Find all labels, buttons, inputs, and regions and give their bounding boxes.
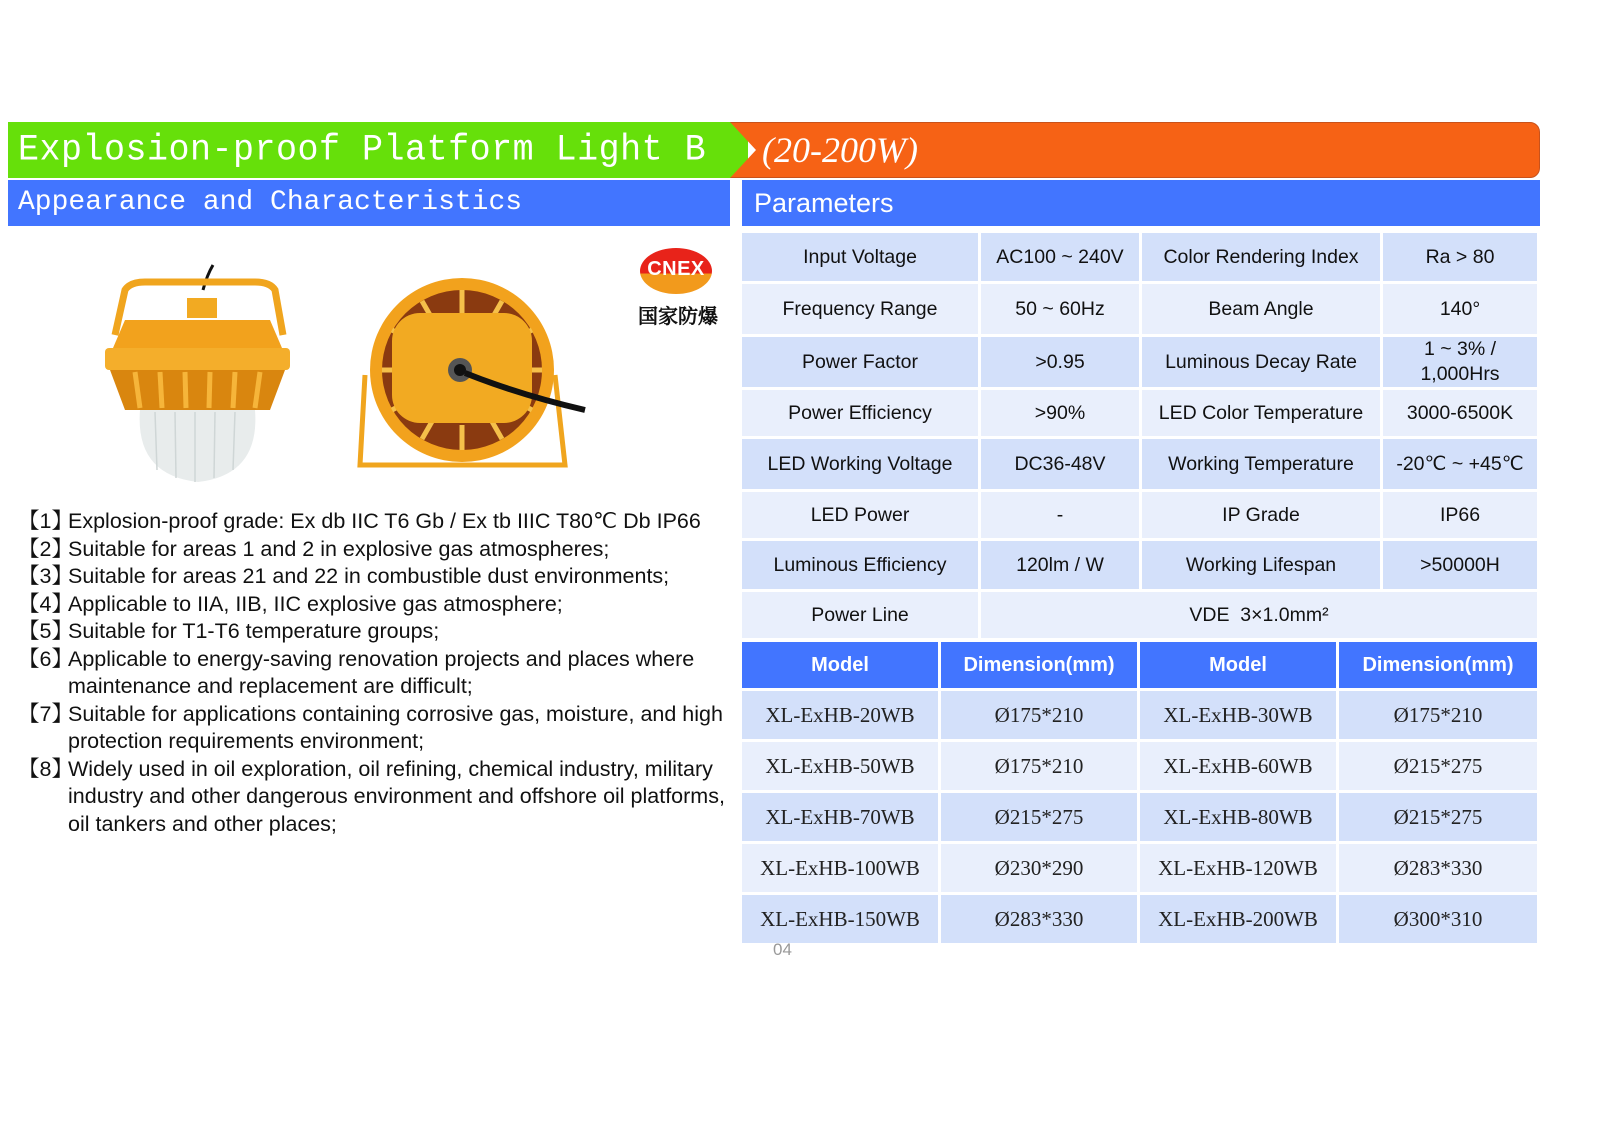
column-header-model: Model	[1140, 642, 1336, 688]
product-title: Explosion-proof Platform Light B	[18, 129, 707, 171]
model-row	[742, 742, 1537, 790]
parameter-value: DC36-48V	[981, 439, 1139, 489]
model-name: XL-ExHB-30WB	[1140, 691, 1336, 739]
feature-number: 【6】	[18, 646, 73, 671]
model-dimension: Ø215*275	[1339, 793, 1537, 841]
model-name: XL-ExHB-120WB	[1140, 844, 1336, 892]
parameter-row	[742, 337, 1537, 387]
feature-item	[18, 563, 728, 591]
parameter-row	[742, 233, 1537, 281]
model-dimension: Ø300*310	[1339, 895, 1537, 943]
model-name: XL-ExHB-80WB	[1140, 793, 1336, 841]
model-name: XL-ExHB-200WB	[1140, 895, 1336, 943]
parameters-heading: Parameters	[754, 188, 894, 218]
parameter-label: Input Voltage	[742, 233, 978, 281]
parameter-value: 140°	[1383, 284, 1537, 334]
parameter-row	[742, 390, 1537, 436]
cnex-logo-text: CNEX	[647, 258, 705, 280]
model-row	[742, 844, 1537, 892]
parameter-value: Ra > 80	[1383, 233, 1537, 281]
parameter-value: 120lm / W	[981, 541, 1139, 589]
model-name: XL-ExHB-150WB	[742, 895, 938, 943]
parameter-row	[742, 284, 1537, 334]
parameter-value: AC100 ~ 240V	[981, 233, 1139, 281]
parameter-label: LED Color Temperature	[1142, 390, 1380, 436]
feature-text: Suitable for areas 21 and 22 in combustible dust environments;	[68, 564, 670, 588]
model-name: XL-ExHB-100WB	[742, 844, 938, 892]
feature-item	[18, 701, 728, 756]
parameter-label: Power Factor	[742, 337, 978, 387]
feature-item	[18, 756, 728, 839]
parameter-label: Luminous Decay Rate	[1142, 337, 1380, 387]
column-header-dimension: Dimension(mm)	[1339, 642, 1537, 688]
features-list	[18, 508, 728, 838]
feature-item	[18, 618, 728, 646]
parameter-label: IP Grade	[1142, 492, 1380, 538]
feature-number: 【3】	[18, 564, 73, 588]
parameter-label: Beam Angle	[1142, 284, 1380, 334]
model-dimension: Ø283*330	[941, 895, 1137, 943]
feature-item	[18, 646, 728, 701]
model-dimension: Ø175*210	[941, 691, 1137, 739]
parameter-row	[742, 492, 1537, 538]
feature-item	[18, 591, 728, 619]
column-header-model: Model	[742, 642, 938, 688]
parameter-value: >50000H	[1383, 541, 1537, 589]
parameter-label: Working Temperature	[1142, 439, 1380, 489]
parameter-value: -	[981, 492, 1139, 538]
feature-number: 【7】	[18, 701, 73, 726]
feature-item	[18, 536, 728, 564]
feature-number: 【8】	[18, 756, 73, 781]
parameter-value: 50 ~ 60Hz	[981, 284, 1139, 334]
model-dimension: Ø230*290	[941, 844, 1137, 892]
parameter-row	[742, 439, 1537, 489]
cnex-logo	[628, 248, 728, 330]
feature-number: 【1】	[18, 509, 73, 533]
parameter-value: >90%	[981, 390, 1139, 436]
feature-text: Applicable to energy-saving renovation projects and places where maintenance and replacement are difficult;	[68, 646, 695, 698]
feature-text: Suitable for T1-T6 temperature groups;	[68, 619, 440, 643]
model-dimension: Ø175*210	[1339, 691, 1537, 739]
feature-number: 【4】	[18, 591, 73, 616]
parameter-label: LED Power	[742, 492, 978, 538]
floodlight-image	[350, 275, 590, 470]
parameter-value: IP66	[1383, 492, 1537, 538]
model-row	[742, 691, 1537, 739]
feature-text: Suitable for applications containing corrosive gas, moisture, and high protection requirements environment;	[68, 701, 723, 753]
parameter-value: 3000-6500K	[1383, 390, 1537, 436]
parameter-label: Power Line	[742, 592, 978, 638]
model-name: XL-ExHB-70WB	[742, 793, 938, 841]
feature-number: 【5】	[18, 619, 73, 643]
parameter-label: Working Lifespan	[1142, 541, 1380, 589]
models-table	[739, 639, 1540, 946]
model-name: XL-ExHB-20WB	[742, 691, 938, 739]
parameter-row	[742, 541, 1537, 589]
parameter-value: >0.95	[981, 337, 1139, 387]
model-row	[742, 793, 1537, 841]
models-header-row	[742, 642, 1537, 688]
feature-text: Suitable for areas 1 and 2 in explosive gas atmospheres;	[68, 536, 610, 561]
pendant-lamp-image	[95, 260, 295, 485]
model-dimension: Ø215*275	[941, 793, 1137, 841]
parameter-value: 1 ~ 3% / 1,000Hrs	[1383, 337, 1537, 387]
parameter-row-power-line	[742, 592, 1537, 638]
parameter-label: Color Rendering Index	[1142, 233, 1380, 281]
column-header-dimension: Dimension(mm)	[941, 642, 1137, 688]
parameter-label: Luminous Efficiency	[742, 541, 978, 589]
power-range: (20-200W)	[762, 130, 918, 170]
model-name: XL-ExHB-50WB	[742, 742, 938, 790]
feature-text: Explosion-proof grade: Ex db IIC T6 Gb / Ex tb IIIC T80℃ Db IP66	[68, 509, 701, 533]
feature-text: Applicable to IIA, IIB, IIC explosive gas atmosphere;	[68, 591, 563, 616]
model-name: XL-ExHB-60WB	[1140, 742, 1336, 790]
parameter-label: Power Efficiency	[742, 390, 978, 436]
parameter-value: VDE 3×1.0mm²	[981, 592, 1537, 638]
page-number: 04	[773, 940, 792, 959]
parameter-label: LED Working Voltage	[742, 439, 978, 489]
model-dimension: Ø215*275	[1339, 742, 1537, 790]
model-dimension: Ø175*210	[941, 742, 1137, 790]
parameter-label: Frequency Range	[742, 284, 978, 334]
feature-item	[18, 508, 728, 536]
feature-text: Widely used in oil exploration, oil refining, chemical industry, military industry and other dangerous environment and offshore oil platforms, oil tankers and other places;	[68, 756, 725, 836]
appearance-heading: Appearance and Characteristics	[18, 187, 523, 218]
feature-number: 【2】	[18, 536, 73, 561]
parameters-table	[739, 230, 1540, 641]
parameter-value: -20℃ ~ +45℃	[1383, 439, 1537, 489]
model-row	[742, 895, 1537, 943]
cnex-logo-subtitle: 国家防爆	[638, 304, 718, 328]
model-dimension: Ø283*330	[1339, 844, 1537, 892]
